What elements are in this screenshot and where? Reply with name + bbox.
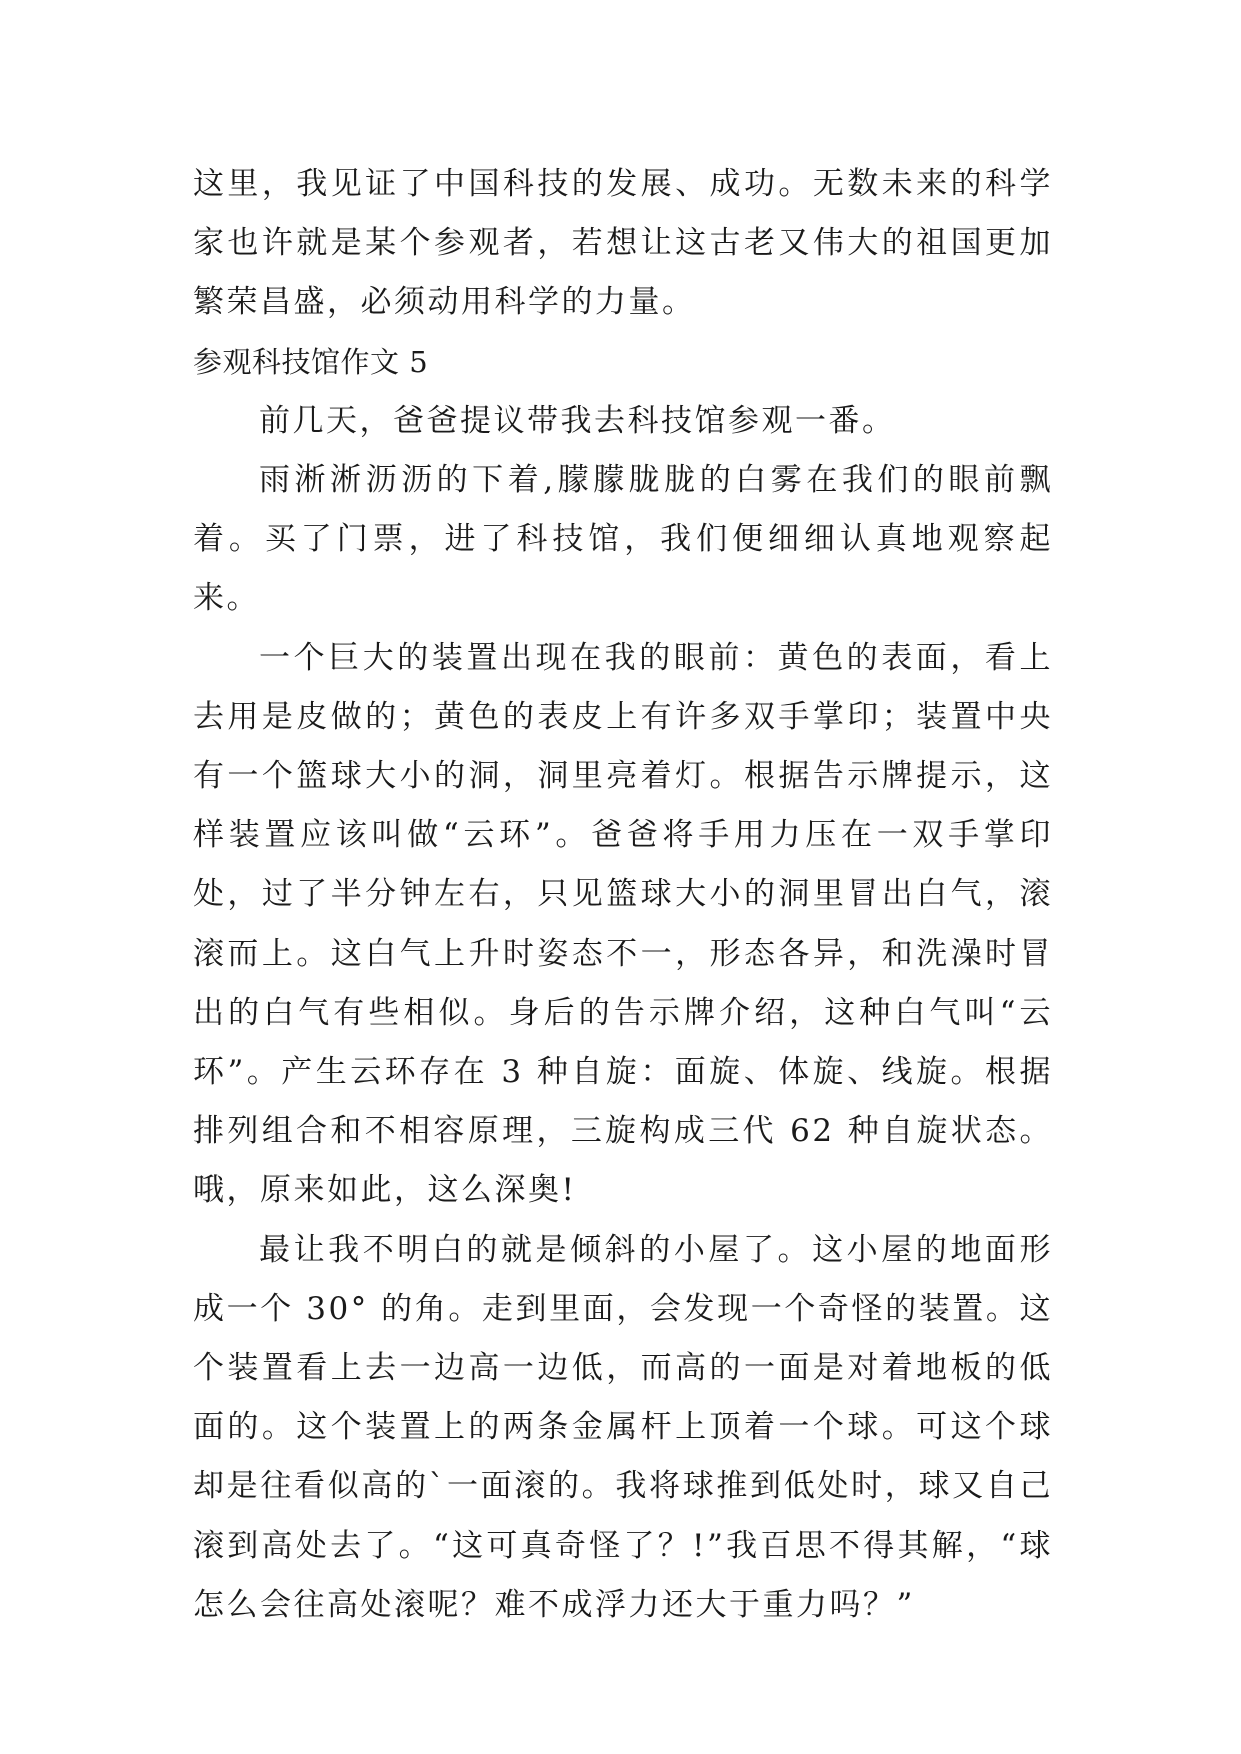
paragraph-4: 最让我不明白的就是倾斜的小屋了。这小屋的地面形成一个 30° 的角。走到里面，会发现一个奇怪的装置。这个装置看上去一边高一边低，而高的一面是对着地板的低面的。这个装置上的两条金属杆上顶着一个球。可这个球却是往看似高的`一面滚的。我将球推到低处时，球又自己滚到高处去了。“这可真奇怪了？!”我百思不得其解，“球怎么会往高处滚呢？难不成浮力还大于重力吗？” bbox=[193, 1231, 1053, 1623]
continuation-paragraph: 这里，我见证了中国科技的发展、成功。无数未来的科学家也许就是某个参观者，若想让这古老又伟大的祖国更加繁荣昌盛，必须动用科学的力量。 bbox=[193, 166, 1053, 321]
paragraph-1: 前几天，爸爸提议带我去科技馆参观一番。 bbox=[259, 402, 896, 439]
section-title: 参观科技馆作文 5 bbox=[193, 344, 429, 379]
paragraph-3: 一个巨大的装置出现在我的眼前：黄色的表面，看上去用是皮做的；黄色的表皮上有许多双手掌印；装置中央有一个篮球大小的洞，洞里亮着灯。根据告示牌提示，这样装置应该叫做“云环”。爸爸将手用力压在一双手掌印处，过了半分钟左右，只见篮球大小的洞里冒出白气，滚滚而上。这白气上升时姿态不一，形态各异，和洗澡时冒出的白气有些相似。身后的告示牌介绍，这种白气叫“云环”。产生云环存在 3 种自旋：面旋、体旋、线旋。根据排列组合和不相容原理，三旋构成三代 62 种自旋状态。哦，原来如此，这么深奥! bbox=[193, 639, 1053, 1209]
document-page bbox=[193, 155, 1053, 1635]
paragraph-2: 雨淅淅沥沥的下着,朦朦胧胧的白雾在我们的眼前飘着。买了门票，进了科技馆，我们便细细认真地观察起来。 bbox=[193, 462, 1053, 617]
